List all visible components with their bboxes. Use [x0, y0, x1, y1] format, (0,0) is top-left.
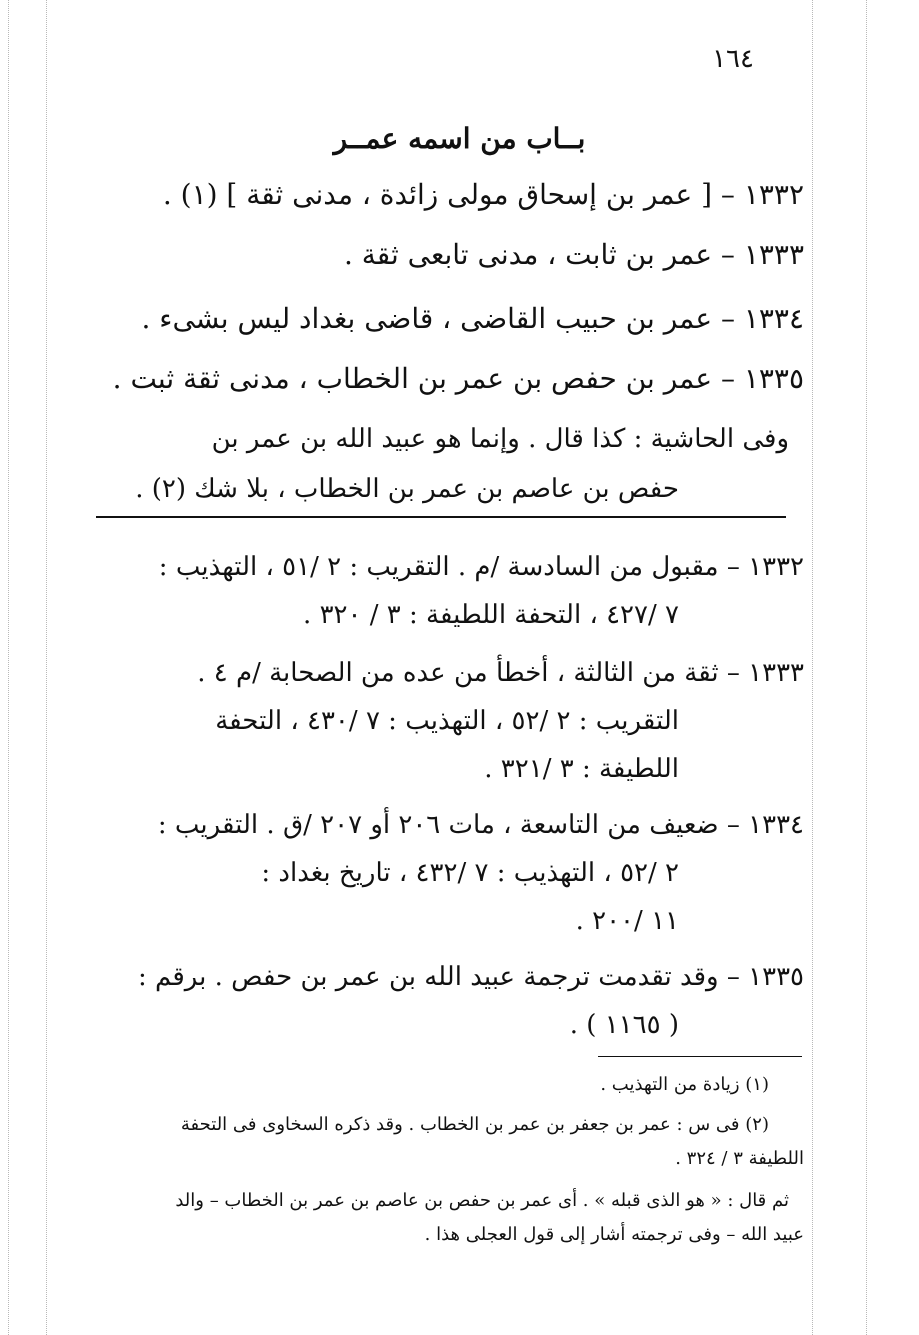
commentary-line: ( ١١٦٥ ) .	[569, 1010, 679, 1040]
commentary-line: ١٣٣٤ – ضعيف من التاسعة ، مات ٢٠٦ أو ٢٠٧ /ق . التقريب :	[157, 810, 804, 840]
hashiya-line: وفى الحاشية : كذا قال . وإنما هو عبيد الله بن عمر بن	[211, 424, 789, 454]
commentary-line: التقريب : ٢ /٥٢ ، التهذيب : ٧ /٤٣٠ ، التحفة	[215, 706, 679, 736]
scan-guide-line	[812, 0, 813, 1335]
commentary-line: ١٣٣٥ – وقد تقدمت ترجمة عبيد الله بن عمر بن حفص . برقم :	[138, 962, 804, 992]
entry-1333: ١٣٣٣ – عمر بن ثابت ، مدنى تابعى ثقة .	[343, 238, 804, 271]
commentary-line: ١١ /٢٠٠ .	[575, 906, 679, 936]
entry-1334: ١٣٣٤ – عمر بن حبيب القاضى ، قاضى بغداد ليس بشىء .	[141, 302, 804, 335]
entry-1332: ١٣٣٢ – [ عمر بن إسحاق مولى زائدة ، مدنى ثقة ] (١) .	[162, 178, 804, 211]
footnote: (١) زيادة من التهذيب .	[600, 1074, 769, 1095]
page-number: ١٦٤	[712, 44, 754, 74]
section-divider	[96, 516, 786, 518]
scan-guide-line	[46, 0, 47, 1335]
scan-guide-line	[866, 0, 867, 1335]
footnote: عبيد الله – وفى ترجمته أشار إلى قول العجلى هذا .	[424, 1224, 804, 1245]
scan-guide-line	[8, 0, 9, 1335]
chapter-title: بــاب من اسمه عمــر	[333, 122, 586, 155]
commentary-line: ٢ /٥٢ ، التهذيب : ٧ /٤٣٢ ، تاريخ بغداد :	[261, 858, 679, 888]
footnote: اللطيفة ٣ / ٣٢٤ .	[675, 1148, 804, 1169]
commentary-line: ٧ /٤٢٧ ، التحفة اللطيفة : ٣ / ٣٢٠ .	[303, 600, 679, 630]
entry-1335: ١٣٣٥ – عمر بن حفص بن عمر بن الخطاب ، مدنى ثقة ثبت .	[112, 362, 804, 395]
hashiya-line: حفص بن عاصم بن عمر بن الخطاب ، بلا شك (٢) .	[135, 474, 679, 504]
footnote-divider	[598, 1056, 802, 1057]
commentary-line: ١٣٣٣ – ثقة من الثالثة ، أخطأ من عده من الصحابة /م ٤ .	[197, 658, 804, 688]
footnote: ثم قال : « هو الذى قبله » . أى عمر بن حفص بن عاصم بن عمر بن الخطاب – والد	[175, 1190, 789, 1211]
commentary-line: ١٣٣٢ – مقبول من السادسة /م . التقريب : ٢ /٥١ ، التهذيب :	[158, 552, 804, 582]
commentary-line: اللطيفة : ٣ /٣٢١ .	[484, 754, 679, 784]
footnote: (٢) فى س : عمر بن جعفر بن عمر بن الخطاب . وقد ذكره السخاوى فى التحفة	[180, 1114, 769, 1135]
